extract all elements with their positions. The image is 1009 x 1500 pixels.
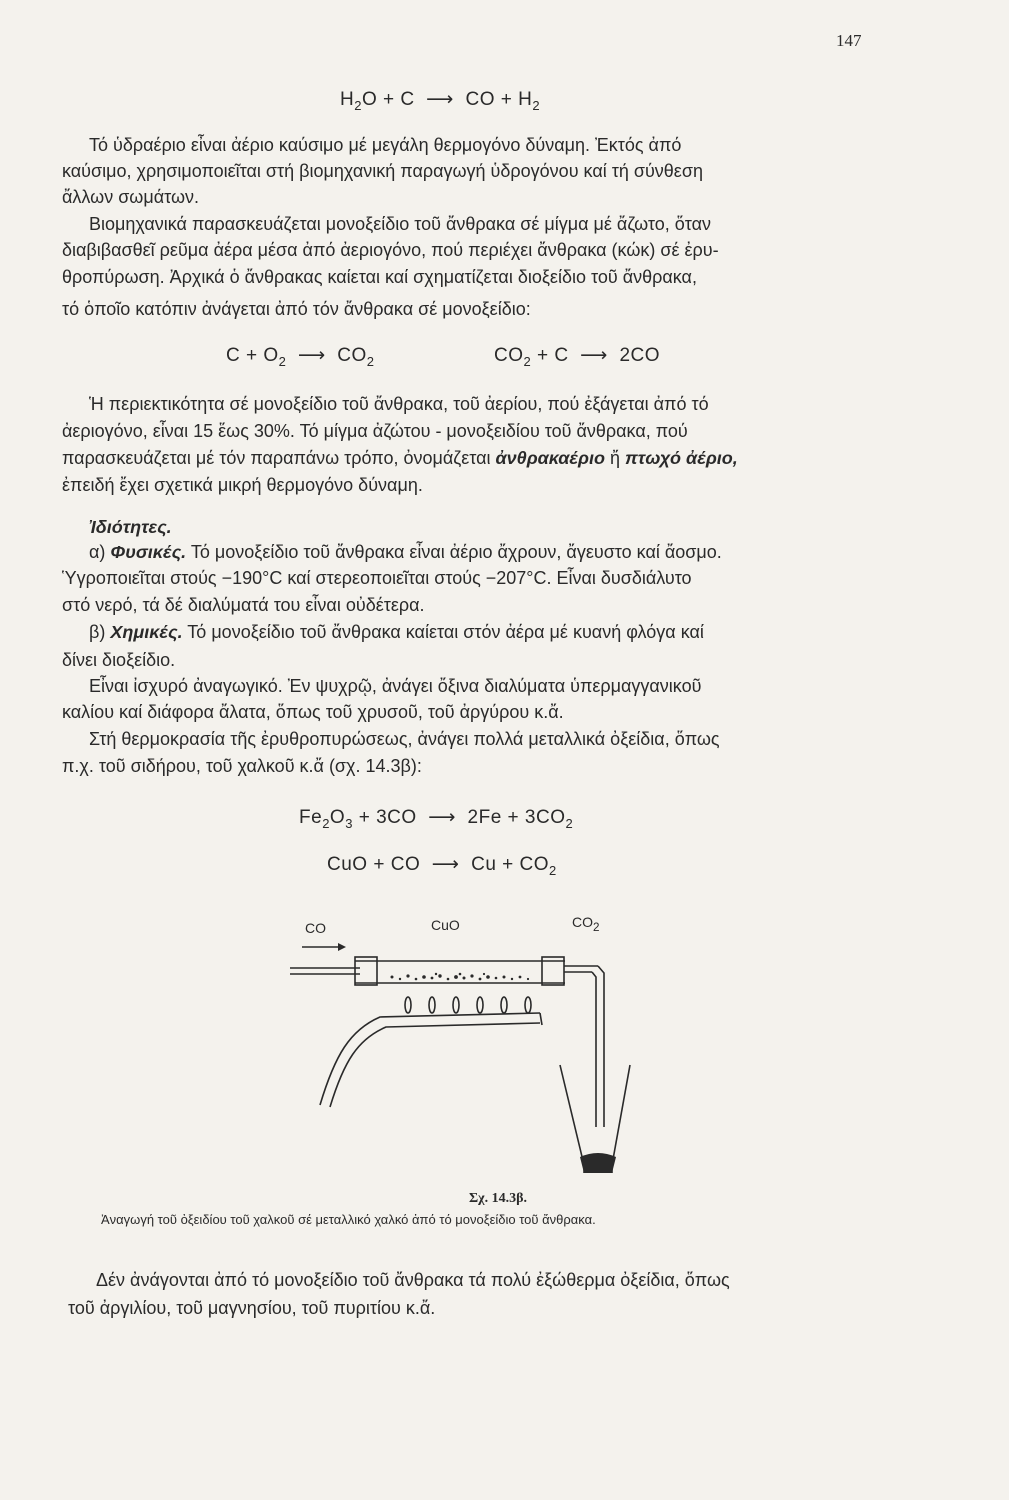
paragraph-line: Ὑγροποιεῖται στούς −190°C καί στερεοποιεῖται στούς −207°C. Εἶναι δυσδιάλυτο [62,568,692,588]
reaction-arrow: ⟶ [426,854,466,875]
figure-label-co2: $CO_2$ [572,914,600,934]
equation-combustion: $C + O_2$ ⟶ $CO_2$ [226,345,375,369]
inlet-arrowhead [338,943,346,951]
cuo-granules [391,973,530,981]
equation-iron-oxide: $Fe_2O_3 + 3CO$ ⟶ $2Fe + 3CO_2$ [299,807,574,831]
chemical-properties-label: Χημικές. [110,622,183,642]
flame [405,997,411,1013]
reaction-arrow: ⟶ [292,345,332,366]
figure-label-cuo: CuO [431,917,460,933]
paragraph-line: β) Χημικές. Τό μονοξείδιο τοῦ ἄνθρακα καίεται στόν ἀέρα μέ κυανή φλόγα καί [89,622,704,642]
collection-vessel [560,1065,584,1165]
paragraph-line: Στή θερμοκρασία τῆς ἐρυθροπυρώσεως, ἀνάγει πολλά μεταλλικά ὀξείδια, ὅπως [89,729,720,749]
reaction-arrow: ⟶ [420,89,460,110]
paragraph-line: διαβιβασθεῖ ρεῦμα ἀέρα μέσα ἀπό ἀεριογόνο, πού περιέχει ἄνθρακα (κώκ) σέ ἐρυ- [62,240,719,260]
term-producer-gas: ἀνθρακαέριο [495,448,605,468]
flame [453,997,459,1013]
paragraph-line: παρασκευάζεται μέ τόν παραπάνω τρόπο, ὀνομάζεται ἀνθρακαέριο ἤ πτωχό ἀέριο, [62,448,738,468]
figure-caption: Ἀναγωγή τοῦ ὀξειδίου τοῦ χαλκοῦ σέ μεταλλικό χαλκό ἀπό τό μονοξείδιο τοῦ ἄνθρακα. [101,1212,596,1227]
paragraph-line: Βιομηχανικά παρασκευάζεται μονοξείδιο τοῦ ἄνθρακα σέ μίγμα μέ ἄζωτο, ὅταν [89,214,712,234]
paragraph-line: Δέν ἀνάγονται ἀπό τό μονοξείδιο τοῦ ἄνθρακα τά πολύ ἐξώθερμα ὀξείδια, ὅπως [96,1270,730,1290]
paragraph-line: καύσιμο, χρησιμοποιεῖται στή βιομηχανική παραγωγή ὑδρογόνου καί τή σύνθεση [62,161,703,181]
paragraph-line: ἀεριογόνο, εἶναι 15 ἕως 30%. Τό μίγμα ἀζώτου - μονοξειδίου τοῦ ἄνθρακα, πού [62,421,688,441]
paragraph-line: στό νερό, τά δέ διαλύματά του εἶναι οὐδέτερα. [62,595,425,615]
page-number: 147 [836,31,862,50]
reaction-arrow: ⟶ [422,807,462,828]
flame [501,997,507,1013]
paragraph-line: π.χ. τοῦ σιδήρου, τοῦ χαλκοῦ κ.ἄ (σχ. 14.3β): [62,756,422,776]
paragraph-line: Ἡ περιεκτικότητα σέ μονοξείδιο τοῦ ἄνθρακα, τοῦ ἀερίου, πού ἐξάγεται ἀπό τό [89,394,709,414]
paragraph-line: ἐπειδή ἔχει σχετικά μικρή θερμογόνο δύναμη. [62,475,423,495]
paragraph-line: καλίου καί διάφορα ἄλατα, ὅπως τοῦ χρυσοῦ, τοῦ ἀργύρου κ.ἄ. [62,702,564,722]
paragraph-line: Εἶναι ἰσχυρό ἀναγωγικό. Ἐν ψυχρῷ, ἀνάγει ὄξινα διαλύματα ὑπερμαγγανικοῦ [89,676,702,696]
term-lean-gas: πτωχό ἀέριο, [624,448,738,468]
burner [320,1013,540,1105]
equation-reduction-co2: $CO_2 + C$ ⟶ 2CO [494,345,661,369]
section-heading: Ἰδιότητες. [89,517,172,537]
equation-water-gas: $H_2O + C$ ⟶ CO + $H_2$ [340,89,541,113]
flame [477,997,483,1013]
paragraph-line: δίνει διοξείδιο. [62,650,176,670]
figure-label-co: CO [305,920,326,936]
equation-copper-oxide: CuO + CO ⟶ $Cu + CO_2$ [327,854,557,878]
paragraph-line: τοῦ ἀργιλίου, τοῦ μαγνησίου, τοῦ πυριτίου κ.ἄ. [68,1298,436,1318]
physical-properties-label: Φυσικές. [110,542,187,562]
paragraph-line: θροπύρωση. Ἀρχικά ὁ ἄνθρακας καίεται καί σχηματίζεται διοξείδιο τοῦ ἄνθρακα, [62,267,697,287]
flame [525,997,531,1013]
paragraph-line: Τό ὑδραέριο εἶναι ἀέριο καύσιμο μέ μεγάλη θερμογόνο δύναμη. Ἐκτός ἀπό [89,135,682,155]
paragraph-line: τό ὁποῖο κατόπιν ἀνάγεται ἀπό τόν ἄνθρακα σέ μονοξείδιο: [62,299,531,319]
paragraph-line: α) Φυσικές. Τό μονοξείδιο τοῦ ἄνθρακα εἶναι ἀέριο ἄχρουν, ἄγευστο καί ἄοσμο. [89,542,722,562]
figure-title: Σχ. 14.3β. [469,1191,527,1206]
paragraph-line: ἄλλων σωμάτων. [62,187,200,207]
reaction-arrow: ⟶ [574,345,614,366]
collected-liquid [580,1153,616,1173]
flame [429,997,435,1013]
reduction-apparatus-diagram [280,935,640,1190]
